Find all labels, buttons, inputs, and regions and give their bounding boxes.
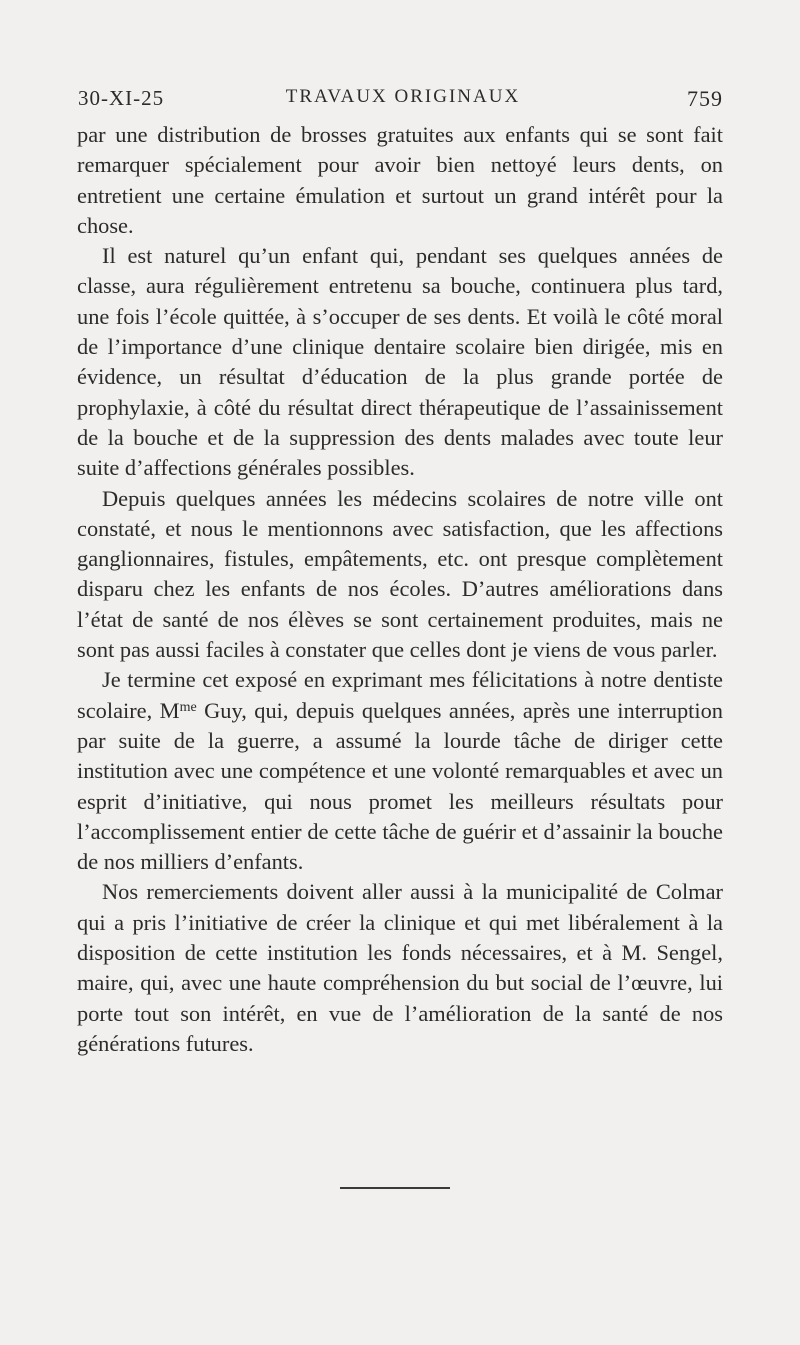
paragraph-2: Il est naturel qu’un enfant qui, pendant ses quelques années de classe, aura régulièrement entretenu sa bouche, continuera plus tard, une fois l’école quittée, à s’occuper de ses dents. Et voilà le côté moral de l’importance d’une clinique dentaire scolaire bien dirigée, mis en évidence, un résultat d’éducation de la plus grande portée de prophylaxie, à côté du résultat direct thérapeutique de l’assainissement de la bouche et de la suppression des dents malades avec toute leur suite d’affections générales possibles. [77, 243, 723, 481]
header-date: 30-XI-25 [78, 86, 165, 110]
running-header [78, 86, 723, 116]
paragraph-5: Nos remerciements doivent aller aussi à la municipalité de Colmar qui a pris l’initiative de créer la clinique et qui met libéralement à la disposition de cette institution les fonds nécessaires, et à M. Sengel, maire, qui, avec une haute compréhension du but social de l’œuvre, lui porte tout son intérêt, en vue de l’amélioration de la santé de nos générations futures. [77, 879, 723, 1056]
title-superscript: me [179, 699, 197, 715]
article-body [77, 120, 723, 1059]
paragraph-4-part-2: Guy, qui, depuis quelques années, après une interruption par suite de la guerre, a assumé la lourde tâche de diriger cette institution avec une compétence et une volonté remarquables et avec un esprit d’initiative, qui nous promet les meilleurs résultats pour l’accomplissement entier de cette tâche de guérir et d’assainir la bouche de nos milliers d’enfants. [77, 697, 723, 875]
paragraph-4 [77, 665, 723, 877]
paragraph-1: par une distribution de brosses gratuites aux enfants qui se sont fait remarquer spécialement pour avoir bien nettoyé leurs dents, on entretient une certaine émulation et surtout un grand intérêt pour la chose. [77, 122, 723, 238]
paragraph-4-part-1: Je termine cet exposé en exprimant mes félicitations à notre dentiste scolaire, M [77, 667, 723, 723]
end-rule-divider [340, 1187, 450, 1189]
header-section-title: TRAVAUX ORIGINAUX [285, 86, 521, 107]
paragraph-3: Depuis quelques années les médecins scolaires de notre ville ont constaté, et nous le mentionnons avec satisfaction, que les affections ganglionnaires, fistules, empâtements, etc. ont presque complètement disparu chez les enfants de nos écoles. D’autres améliorations dans l’état de santé de nos élèves se sont certainement produites, mais ne sont pas aussi faciles à constater que celles dont je viens de vous parler. [77, 485, 723, 663]
page-number: 759 [687, 86, 723, 111]
